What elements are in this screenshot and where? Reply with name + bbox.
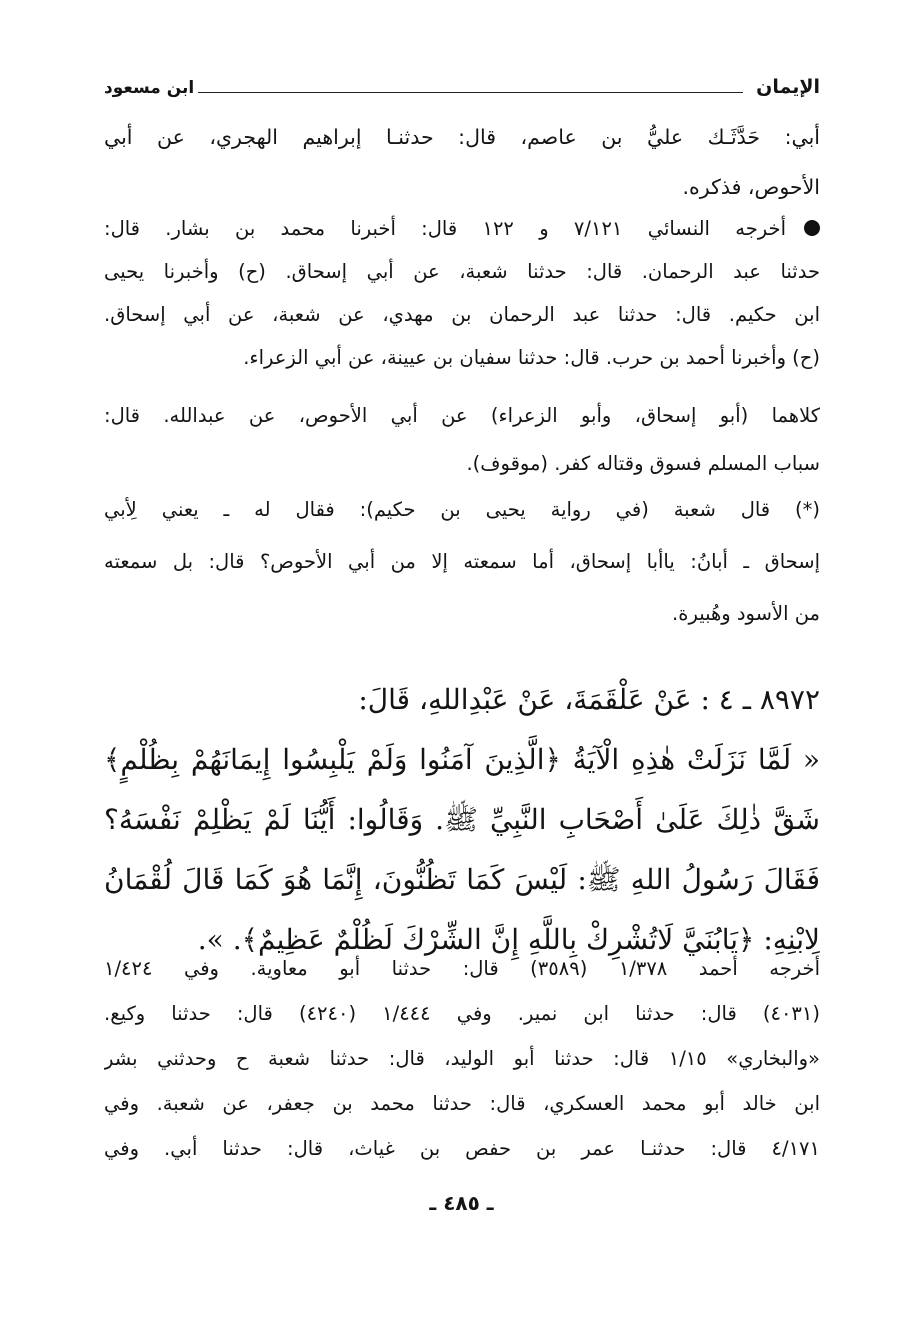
text-line: ٤/١٧١ قال: حدثنـا عمر بن حفص بن غياث، قال: حدثنا أبي. وفي: [104, 1137, 820, 1160]
text-line: من الأسود وهُبيرة.: [672, 602, 820, 625]
header-rule: [190, 92, 743, 93]
text-line: إسحاق ـ أبانُ: ياأبا إسحاق، أما سمعته إلا من أبي الأحوص؟ قال: بل سمعته: [104, 550, 820, 573]
text-line: سباب المسلم فسوق وقتاله كفر. (موقوف).: [466, 452, 820, 475]
text-line: حدثنا عبد الرحمان. قال: حدثنا شعبة، عن أبي إسحاق. (ح) وأخبرنا يحيى: [104, 260, 820, 283]
text-line: أخرجه أحمد ١/٣٧٨ (٣٥٨٩) قال: حدثنا أبو معاوية. وفي ١/٤٢٤: [104, 957, 820, 980]
hadith-matn-line: لِابْنِهِ: ﴿يَابُنَيَّ لَاتُشْرِكْ بِاللَّهِ إِنَّ الشِّرْكَ لَظُلْمٌ عَظِيمٌ﴾. ».: [197, 923, 820, 956]
hadith-isnad: ٨٩٧٢ ـ ٤ : عَنْ عَلْقَمَةَ، عَنْ عَبْدِاللهِ، قَالَ:: [358, 683, 820, 716]
bullet-icon: [804, 220, 820, 236]
chapter-title: الإيمان: [752, 76, 820, 98]
takhrij-nasai: [104, 207, 820, 379]
text-line: (*) قال شعبة (في رواية يحيى بن حكيم): فقال له ـ يعني لِأبي: [104, 498, 820, 521]
hadith-8972: [104, 670, 820, 970]
hadith-matn-line: « لَمَّا نَزَلَتْ هٰذِهِ الْآيَةُ ﴿الَّذِينَ آمَنُوا وَلَمْ يَلْبِسُوا إِيمَانَهُمْ بِظُلْمٍ﴾: [104, 743, 820, 776]
text-line: (ح) وأخبرنا أحمد بن حرب. قال: حدثنا سفيان بن عيينة، عن أبي الزعراء.: [243, 346, 820, 369]
running-header: [104, 72, 820, 102]
text-line: الأحوص، فذكره.: [682, 175, 820, 199]
hadith-matn-line: شَقَّ ذٰلِكَ عَلَىٰ أَصْحَابِ النَّبِيِّ ﷺ. وَقَالُوا: أَيُّنَا لَمْ يَظْلِمْ نَفْسَهُ؟: [104, 803, 820, 836]
previous-hadith-tail: [104, 112, 820, 212]
text-line: «والبخاري» ١/١٥ قال: حدثنا أبو الوليد، قال: حدثنا شعبة ح وحدثني بشر: [104, 1047, 820, 1070]
text-line: (٤٠٣١) قال: حدثنا ابن نمير. وفي ١/٤٤٤ (٤٢٤٠) قال: حدثنا وكيع.: [104, 1002, 820, 1025]
text-line: كلاهما (أبو إسحاق، وأبو الزعراء) عن أبي الأحوص، عن عبدالله. قال:: [104, 404, 820, 427]
takhrij-summary: [104, 392, 820, 488]
text-line: أبي: حَدَّثَـك عليُّ بن عاصم، قال: حدثنـا إبراهيم الهجري، عن أبي: [104, 125, 820, 149]
text-line: ابن حكيم. قال: حدثنا عبد الرحمان بن مهدي، عن شعبة، عن أبي إسحاق.: [104, 303, 820, 326]
text-line-content: أخرجه النسائي ٧/١٢١ و ١٢٢ قال: أخبرنا محمد بن بشار. قال:: [104, 217, 786, 240]
footnote-star: [104, 484, 820, 640]
text-line: ابن خالد أبو محمد العسكري، قال: حدثنا محمد بن جعفر، عن شعبة. وفي: [104, 1092, 820, 1115]
page-number: ـ ٤٨٥ ـ: [429, 1191, 494, 1215]
text-line: [104, 207, 820, 250]
takhrij-ahmad-bukhari: [104, 946, 820, 1171]
hadith-matn-line: فَقَالَ رَسُولُ اللهِ ﷺ: لَيْسَ كَمَا تَظُنُّونَ، إِنَّمَا هُوَ كَمَا قَالَ لُقْمَانُ: [104, 863, 820, 896]
musnad-title: ابن مسعود: [104, 78, 198, 98]
